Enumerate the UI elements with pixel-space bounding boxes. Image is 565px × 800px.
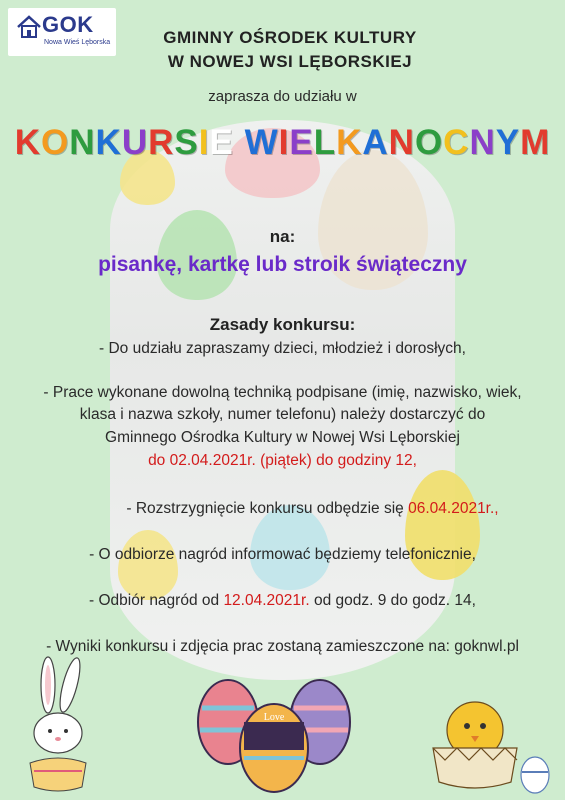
title-letter: I — [198, 123, 210, 162]
contest-title — [0, 123, 565, 163]
gok-logo — [8, 8, 116, 56]
title-letter: K — [95, 123, 122, 162]
decorated-eggs-illustration — [190, 660, 360, 795]
logo-name: GOK — [42, 12, 94, 37]
rule-submission-line3: Gminnego Ośrodka Kultury w Nowej Wsi Lęborskiej — [105, 429, 460, 446]
org-name-line1: GMINNY OŚRODEK KULTURY — [163, 28, 417, 47]
egg-love-label: Love — [263, 712, 285, 723]
title-letter: C — [443, 123, 470, 162]
title-letter: E — [209, 123, 234, 162]
rules-heading: Zasady konkursu: — [209, 315, 356, 334]
logo-subtitle: Nowa Wieś Lęborska — [44, 39, 111, 46]
rule-prize-pickup — [0, 592, 565, 610]
title-letter: O — [414, 123, 444, 162]
rule-results-text: - Rozstrzygnięcie konkursu odbędzie się — [126, 500, 409, 517]
invite-text: zaprasza do udziału w — [208, 88, 357, 105]
prize-pickup-text: - Odbiór nagród od — [89, 592, 224, 609]
bunny-illustration — [18, 655, 98, 795]
results-date: 06.04.2021r., — [408, 500, 499, 517]
title-letter: W — [244, 123, 279, 162]
na-label: na: — [269, 227, 296, 246]
rule-results-date — [30, 500, 565, 518]
title-letter: U — [121, 123, 149, 162]
rule-submission-line1: - Prace wykonane dowolną techniką podpisane (imię, nazwisko, wiek, — [43, 384, 522, 401]
rule-submission-line2: klasa i nazwa szkoły, numer telefonu) należy dostarczyć do — [79, 406, 486, 423]
title-letter: I — [278, 123, 290, 162]
rule-participants: - Do udziału zapraszamy dzieci, młodzież i dorosłych, — [99, 340, 466, 357]
rule-results-publication: - Wyniki konkursu i zdjęcia prac zostaną zamieszczone na: goknwl.pl — [46, 638, 519, 655]
title-letter: Y — [495, 123, 521, 162]
title-letter: M — [520, 123, 551, 162]
contest-subject: pisankę, kartkę lub stroik świąteczny — [98, 253, 467, 276]
title-letter: S — [174, 123, 199, 162]
title-letter: O — [41, 123, 70, 162]
title-letter: N — [469, 123, 496, 162]
prize-pickup-hours: od godz. 9 do godz. 14, — [309, 592, 476, 609]
title-letter: A — [362, 123, 389, 162]
prize-pickup-date: 12.04.2021r. — [223, 592, 310, 609]
title-letter: L — [313, 123, 337, 162]
title-letter: K — [336, 123, 363, 162]
org-name-line2: W NOWEJ WSI LĘBORSKIEJ — [167, 52, 413, 71]
title-letter: N — [388, 123, 415, 162]
title-letter: E — [289, 123, 314, 162]
title-letter: K — [14, 123, 42, 162]
chick-illustration — [425, 690, 555, 795]
rule-prize-info: - O odbiorze nagród informować będziemy telefonicznie, — [89, 546, 476, 563]
house-icon — [16, 14, 42, 40]
title-letter: R — [148, 123, 175, 162]
title-letter: N — [69, 123, 96, 162]
title-letter — [234, 123, 245, 162]
rule-deadline: do 02.04.2021r. (piątek) do godziny 12, — [148, 452, 417, 469]
